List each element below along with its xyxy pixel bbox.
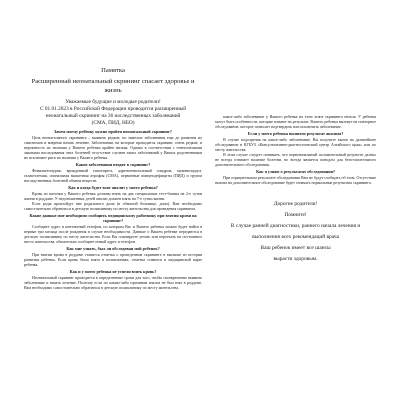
section-heading: Как я узнаю о результатах обследования? [256,169,336,175]
closing-line: Дорогие родители! [273,201,318,208]
section-paragraph: Фенилкетонурия, врожденный гипотиреоз, адреногенитальный синдром, муковисцидоз, галактоземия, спинальная мышечная атрофия (СМА), первичные иммунодефициты (ПИД) и группа наследственных болезней обмена веществ. [24,167,203,183]
closing-line: В случае ранней диагностики, раннего начала лечения и [230,223,361,230]
leaflet-subtitle [24,77,202,95]
section-heading: Какие данные мне необходимо сообщить медицинскому работнику при взятии крови на скрининг? [29,212,197,223]
section-heading: Как и у моего ребенка не успели взять кровь? [69,268,157,274]
section-paragraph: какое-либо заболевание у Вашего ребенка на этом этапе скрининга нельзя. У ребенка могут быть особенности, которые влияют на результат. Вашего ребенка вызовут на повторное обследование, которое позволит подтвердить или исключить заболевание. [215,114,376,130]
closing-line: Ваш ребенок имеет все шансы [260,245,331,252]
section-paragraph: Цель неонатального скрининга – выявить редкие, но тяжелые заболевания еще до развития их симптомов и вовремя начать лечение. Заболевания, на которые проводится скрининг, очень редкие, и вероятность их наличия у Вашего ребенка крайне низкая. Однако в соответствии с генетическими законами наследования этих болезней отсутствие случаев таких заболеваний у Ваших родственников не исключает риск их наличия у Вашего ребенка. [24,134,203,160]
closing-message [215,199,376,265]
closing-line: выполнения всех рекомендаций врача [252,234,340,241]
section-heading: Какие заболевания входят в скрининг? [75,161,151,167]
section-paragraph: Если роды произойдут вне родильного дома (в обычной больнице, дома), Вам необходимо самостоятельно обратиться в детскую поликлинику по месту жительства для проведения скрининга. [24,200,203,211]
section-paragraph: При отрицательном результате обследования Вам не будут сообщать об этом. Отсутствие вызова на дополнительное обследование будет означать нормальные результаты скрининга. [215,175,376,186]
left-column [24,66,202,290]
intro-line: С 01.01.2023 в Российской Федерации проводится расширенный [40,106,187,112]
section-heading: Как мне узнать, был ли обследован мой ребенок? [66,245,160,251]
section-paragraph: Сообщите адрес и контактный телефон, по которым Вас и Вашего ребенка можно будет найти в первые три месяца после рождения в случае необходимости. Данные о Вашем ребенке передаются в детскую поликлинику по месту жительства. Если Вы планируете уехать или переехать на постоянное место жительства, обязательно сообщите новый адрес и телефон. [24,223,203,245]
leaflet-columns [24,66,376,290]
section-paragraph: Неонатальный скрининг проводится в определенные сроки для того, чтобы своевременно выявить заболевание и начать лечение. Поэтому если по каким-либо причинам анализ не был взят в роддоме, Вам необходимо самостоятельно обратиться в детскую поликлинику по месту жительства. [24,274,203,290]
section-paragraph: Кровь из пяточки у Вашего ребенка должны взять на два специальных тест-бланка на 2-е сутки жизни в роддоме. У недоношенных детей анализ должен взять на 7-е сутки жизни. [24,190,203,201]
section-paragraph: При взятии крови в роддоме ставится отметка о проведенном скрининге в выписке из истории развития ребенка. Если кровь была взята в поликлинике, отметка ставится в медицинской карте ребенка. [24,251,203,268]
intro-block [24,99,202,127]
section-heading: Как и когда будет взят анализ у моего ребенка? [68,184,158,190]
section-heading: Зачем моему ребёнку нужно пройти неонатальный скрининг? [54,128,172,134]
intro-line: (СМА, ПИД, НБО) [91,120,135,126]
closing-line: вырасти здоровым. [273,256,318,263]
intro-line: неонатальный скрининг на 36 наследственных заболеваний [45,113,181,119]
section-paragraph: В этом случае следует понимать, что первоначальный положительный результат далеко не всегда означает наличие болезни, но всегда является поводом для безотлагательного дополнительного обследования. [215,152,376,168]
subtitle-line: Расширенный неонатальный скрининг спасает здоровье и [31,78,195,85]
section-heading: Если у моего ребенка выявлен результат анализа? [247,130,344,136]
leaflet-title: Памятка [101,67,125,74]
left-sections [24,129,202,290]
intro-line: Уважаемые будущие и молодые родители! [65,99,161,105]
right-column [215,66,376,290]
closing-line: Помните! [284,212,307,219]
section-paragraph: В случае подозрения на какое-либо заболевание, Вы получите вызов на дальнейшее обследование в КГБУЗ «Консультативно-диагностический центр Алтайского края» или по месту жительства. [215,136,376,153]
subtitle-line: жизнь [104,87,122,94]
